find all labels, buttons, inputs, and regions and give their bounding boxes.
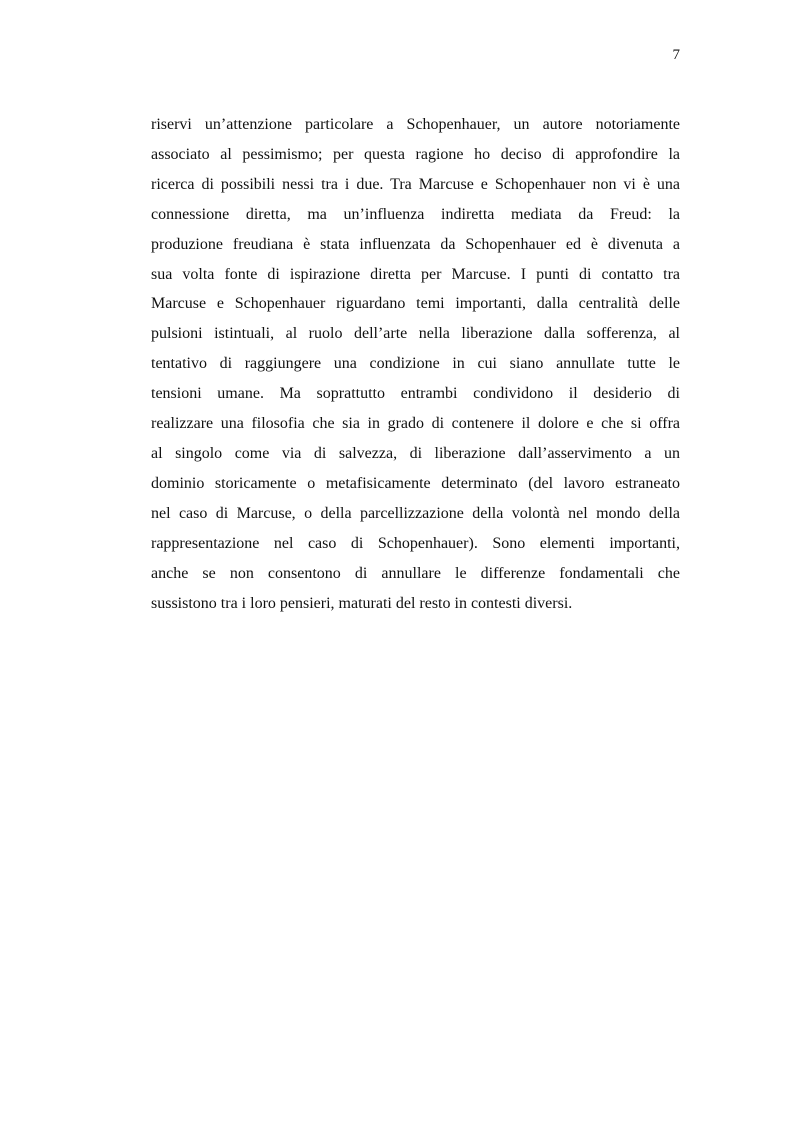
- text-line: rappresentazione nel caso di Schopenhauer). Sono elementi importanti,: [151, 534, 680, 552]
- body-paragraph: [151, 110, 680, 618]
- text-line: connessione diretta, ma un’influenza indiretta mediata da Freud: la: [151, 205, 680, 223]
- text-line: pulsioni istintuali, al ruolo dell’arte nella liberazione dalla sofferenza, al: [151, 325, 680, 343]
- text-line: anche se non consentono di annullare le differenze fondamentali che: [151, 564, 680, 582]
- text-line: sussistono tra i loro pensieri, maturati del resto in contesti diversi.: [151, 594, 573, 612]
- text-line: nel caso di Marcuse, o della parcellizzazione della volontà nel mondo della: [151, 504, 680, 522]
- text-line: produzione freudiana è stata influenzata da Schopenhauer ed è divenuta a: [151, 235, 680, 253]
- text-line: tentativo di raggiungere una condizione in cui siano annullate tutte le: [151, 355, 680, 373]
- text-line: ricerca di possibili nessi tra i due. Tra Marcuse e Schopenhauer non vi è una: [151, 175, 680, 193]
- text-line: Marcuse e Schopenhauer riguardano temi importanti, dalla centralità delle: [151, 295, 680, 313]
- page-number: 7: [672, 47, 680, 63]
- text-line: sua volta fonte di ispirazione diretta per Marcuse. I punti di contatto tra: [151, 265, 680, 283]
- text-line: riservi un’attenzione particolare a Schopenhauer, un autore notoriamente: [151, 116, 680, 133]
- text-line: associato al pessimismo; per questa ragione ho deciso di approfondire la: [151, 145, 680, 163]
- text-line: tensioni umane. Ma soprattutto entrambi condividono il desiderio di: [151, 385, 680, 403]
- text-line: dominio storicamente o metafisicamente determinato (del lavoro estraneato: [151, 474, 680, 492]
- text-line: al singolo come via di salvezza, di liberazione dall’asservimento a un: [151, 444, 680, 462]
- text-line: realizzare una filosofia che sia in grado di contenere il dolore e che si offra: [151, 415, 680, 433]
